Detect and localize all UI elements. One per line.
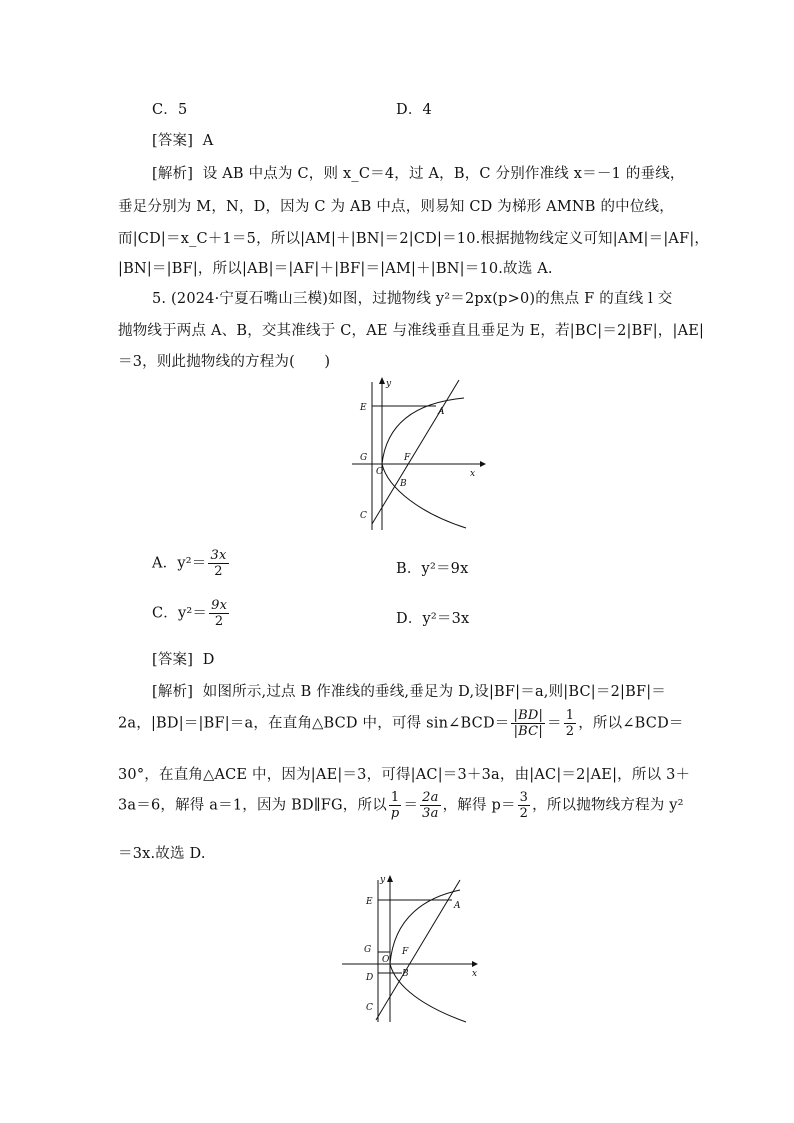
q5-analysis-text-4b: ＝ (403, 797, 419, 814)
q5-2a-over-3a (420, 790, 440, 821)
q5-one-over-p (389, 790, 402, 821)
q5-option-c-label: C．y²＝ (152, 605, 208, 622)
fig1-label-g: G (360, 453, 368, 463)
q4-analysis-line-3: 而|CD|＝x_C＋1＝5，所以|AM|＋|BN|＝2|CD|＝10.根据抛物线定义可知|AM|＝|AF|， (118, 231, 710, 247)
q5-analysis-text-2c: ，所以∠BCD＝ (578, 715, 684, 732)
q5-option-d: D．y²＝3x (396, 611, 470, 627)
fig1-label-f: F (404, 453, 411, 463)
fig2-label-a: A (454, 901, 461, 911)
q5-2a: 2a (422, 790, 439, 805)
q5-half-num: 1 (565, 708, 575, 723)
q5-analysis-text-4d: ，所以抛物线方程为 y² (532, 797, 684, 814)
q4-analysis-tag: [解析] (152, 166, 194, 182)
q5-option-a (152, 548, 231, 579)
fig1-label-a: A (438, 407, 445, 417)
q5-option-a-num: 3x (210, 548, 227, 563)
q5-analysis-text-2a: 2a，|BD|＝|BF|＝a，在直角△BCD 中，可得 sin∠BCD＝ (118, 715, 510, 732)
fig2-label-d: D (366, 973, 374, 983)
q5-answer: D (202, 652, 215, 668)
parabola-figure-1 (352, 374, 488, 532)
fig2-label-x: x (472, 969, 478, 979)
q4-option-d: D．4 (396, 102, 432, 118)
q5-analysis-line-3: 30°，在直角△ACE 中，因为|AE|＝3，可得|AC|＝3＋3a，由|AC|＝2|AE|，所以 3＋ (118, 767, 691, 783)
q4-answer-line (152, 129, 213, 150)
q4-analysis-line-2: 垂足分别为 M，N，D，因为 C 为 AB 中点，则易知 CD 为梯形 AMNB 的中位线， (118, 199, 674, 215)
fig2-label-b: B (402, 969, 409, 979)
fig2-label-o: O (382, 955, 390, 965)
q5-p-value-fraction (518, 790, 530, 821)
q5-one-over-p-num: 1 (389, 790, 402, 806)
q5-analysis-line-4 (118, 790, 684, 821)
q5-answer-line (152, 648, 215, 669)
q5-stem-line-3: ＝3，则此抛物线的方程为( ) (118, 354, 331, 370)
q4-analysis-line-4: |BN|＝|BF|，所以|AB|＝|AF|＋|BF|＝|AM|＋|BN|＝10.故选 A. (118, 261, 553, 277)
q4-answer: A (202, 133, 214, 149)
q5-analysis-text-1: 如图所示,过点 B 作准线的垂线,垂足为 D,设|BF|＝a,则|BC|＝2|BF|＝ (202, 684, 667, 700)
q5-option-c-den: 2 (214, 614, 224, 629)
q5-p-den: 2 (519, 806, 529, 821)
q5-stem-line-2: 抛物线于两点 A、B，交其准线于 C，AE 与准线垂直且垂足为 E，若|BC|＝2|BF|，|AE| (118, 323, 705, 339)
q5-option-a-den: 2 (214, 564, 223, 579)
q5-bd: |BD| (513, 708, 544, 723)
q5-bc: |BC| (513, 724, 543, 739)
q5-half-den: 2 (565, 724, 575, 739)
q5-half-fraction (564, 708, 576, 739)
q5-3a: 3a (422, 806, 439, 821)
fig2-label-f: F (402, 947, 409, 957)
fig1-label-o: O (376, 467, 384, 477)
q4-analysis-text-1: 设 AB 中点为 C，则 x_C＝4，过 A，B，C 分别作准线 x＝－1 的垂线， (202, 166, 685, 182)
fig2-label-y: y (380, 875, 386, 885)
fig2-label-e: E (366, 897, 373, 907)
q4-answer-tag: [答案] (152, 133, 194, 149)
fig1-label-e: E (360, 403, 367, 413)
fig1-label-c: C (360, 511, 367, 521)
q5-answer-tag: [答案] (152, 652, 194, 668)
q5-analysis-line-1 (152, 680, 666, 701)
q5-stem-line-1: 5. (2024·宁夏石嘴山三模)如图，过抛物线 y²＝2px(p>0)的焦点 F 的直线 l 交 (152, 291, 673, 307)
q5-analysis-tag: [解析] (152, 684, 194, 700)
q5-analysis-text-4c: ，解得 p＝ (442, 797, 516, 814)
q5-option-c (152, 598, 231, 629)
q5-option-a-label: A．y²＝ (152, 555, 207, 572)
q5-option-c-fraction (209, 598, 229, 629)
q5-option-b: B．y²＝9x (396, 561, 469, 577)
parabola-figure-2 (342, 872, 482, 1024)
q5-one-over-p-den: p (390, 806, 400, 821)
fig1-label-b: B (400, 479, 407, 489)
fig2-label-c: C (366, 1003, 373, 1013)
fig1-label-x: x (470, 469, 476, 479)
q5-analysis-line-2 (118, 708, 684, 739)
q5-analysis-text-4a: 3a＝6，解得 a＝1，因为 BD∥FG，所以 (118, 797, 387, 814)
fig1-label-y: y (386, 379, 392, 389)
q5-p-num: 3 (519, 790, 529, 805)
q5-bd-bc-fraction (511, 708, 545, 739)
q4-option-c: C．5 (152, 102, 188, 118)
q5-analysis-line-5: ＝3x.故选 D. (118, 846, 206, 862)
q5-option-c-num: 9x (211, 598, 228, 613)
fig2-label-g: G (364, 945, 372, 955)
q5-analysis-text-2b: ＝ (547, 715, 562, 732)
q5-option-a-fraction (208, 548, 228, 579)
q4-analysis-line-1 (152, 162, 685, 183)
